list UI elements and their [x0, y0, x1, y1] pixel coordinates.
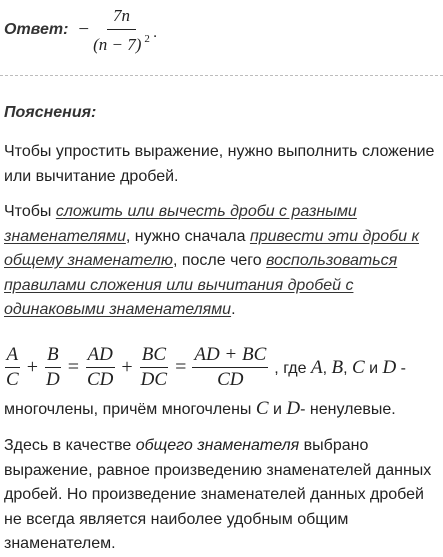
answer-exponent: 2 — [144, 32, 150, 45]
p2-text-2: , нужно сначала — [125, 227, 250, 245]
answer-denominator — [93, 30, 150, 55]
fraction-denominator: CD — [217, 369, 244, 390]
tail-dash: - — [396, 359, 407, 377]
fraction-formula — [4, 344, 441, 391]
p4-emphasis-common-denominator: общего знаменателя — [135, 437, 300, 454]
answer-label: Ответ: — [4, 21, 69, 38]
answer-fraction — [93, 6, 150, 55]
equals-sign: = — [175, 356, 187, 378]
answer-denominator-base: (n − 7) — [93, 34, 142, 54]
p2-text-1: Чтобы — [4, 203, 56, 220]
p4-text-2: выбрано выражение, равное произведению знаменателей данных дробей. Но произведение знаменателей данных дробей не всегда является наиболее удобным общим знаменателем. — [4, 437, 432, 552]
fraction-numerator: BC — [140, 344, 168, 368]
fraction-b-over-d — [44, 344, 62, 391]
fraction-numerator: AD + BC — [192, 344, 268, 368]
explanation-heading: Пояснения: — [4, 104, 97, 121]
fraction-denominator: D — [45, 369, 60, 390]
fraction-denominator: DC — [140, 369, 168, 390]
var-c: C — [255, 398, 269, 419]
link-common-denominator[interactable]: привести эти дроби к общему знаменателю — [4, 227, 420, 269]
fraction-numerator: B — [45, 344, 61, 368]
answer-line — [4, 4, 434, 56]
fraction-numerator: AD — [86, 344, 115, 368]
explanation-paragraph-4 — [4, 434, 441, 557]
var-c: C — [351, 356, 365, 378]
fraction-a-over-c — [4, 344, 21, 391]
var-d: D — [286, 398, 301, 419]
condition-text-1: многочлены, причём многочлены — [4, 401, 256, 418]
p2-text-3: , после чего — [172, 252, 267, 269]
link-same-denominator-rules[interactable]: воспользоваться правилами сложения или вычитания дробей с одинаковыми знаменателями — [4, 252, 398, 318]
fraction-ad-over-cd — [85, 344, 115, 391]
fraction-bc-over-dc — [139, 344, 169, 391]
plus-sign: + — [26, 356, 38, 378]
condition-text-2: - ненулевые. — [300, 401, 396, 418]
fraction-denominator: C — [6, 369, 19, 390]
formula-tail-text — [274, 357, 406, 379]
fraction-sum-over-cd — [192, 344, 268, 391]
tail-text-where: , где — [274, 359, 311, 377]
plus-sign: + — [121, 356, 133, 378]
var-b: B — [331, 356, 344, 378]
explanation-paragraph-1: Чтобы упростить выражение, нужно выполнить сложение или вычитание дробей. — [4, 143, 435, 185]
answer-numerator: 7n — [107, 6, 136, 30]
fraction-denominator: CD — [86, 369, 114, 390]
formula-condition-line — [4, 398, 441, 420]
equals-sign: = — [67, 356, 79, 378]
var-d: D — [382, 356, 397, 378]
p2-text-4: . — [231, 301, 236, 318]
explanation-paragraph-2 — [4, 200, 441, 323]
answer-period: . — [152, 24, 158, 41]
link-add-subtract-different-denominators[interactable]: сложить или вычесть дроби с разными знаменателями — [4, 203, 357, 245]
section-divider — [0, 75, 443, 76]
var-a: A — [310, 356, 323, 378]
tail-comma: , — [343, 359, 352, 377]
tail-comma: , — [322, 359, 332, 377]
p4-text-1: Здесь в качестве — [4, 437, 136, 454]
tail-and: и — [364, 359, 383, 377]
condition-and: и — [268, 401, 287, 418]
answer-minus-sign: − — [78, 19, 90, 40]
fraction-numerator: A — [5, 344, 21, 368]
